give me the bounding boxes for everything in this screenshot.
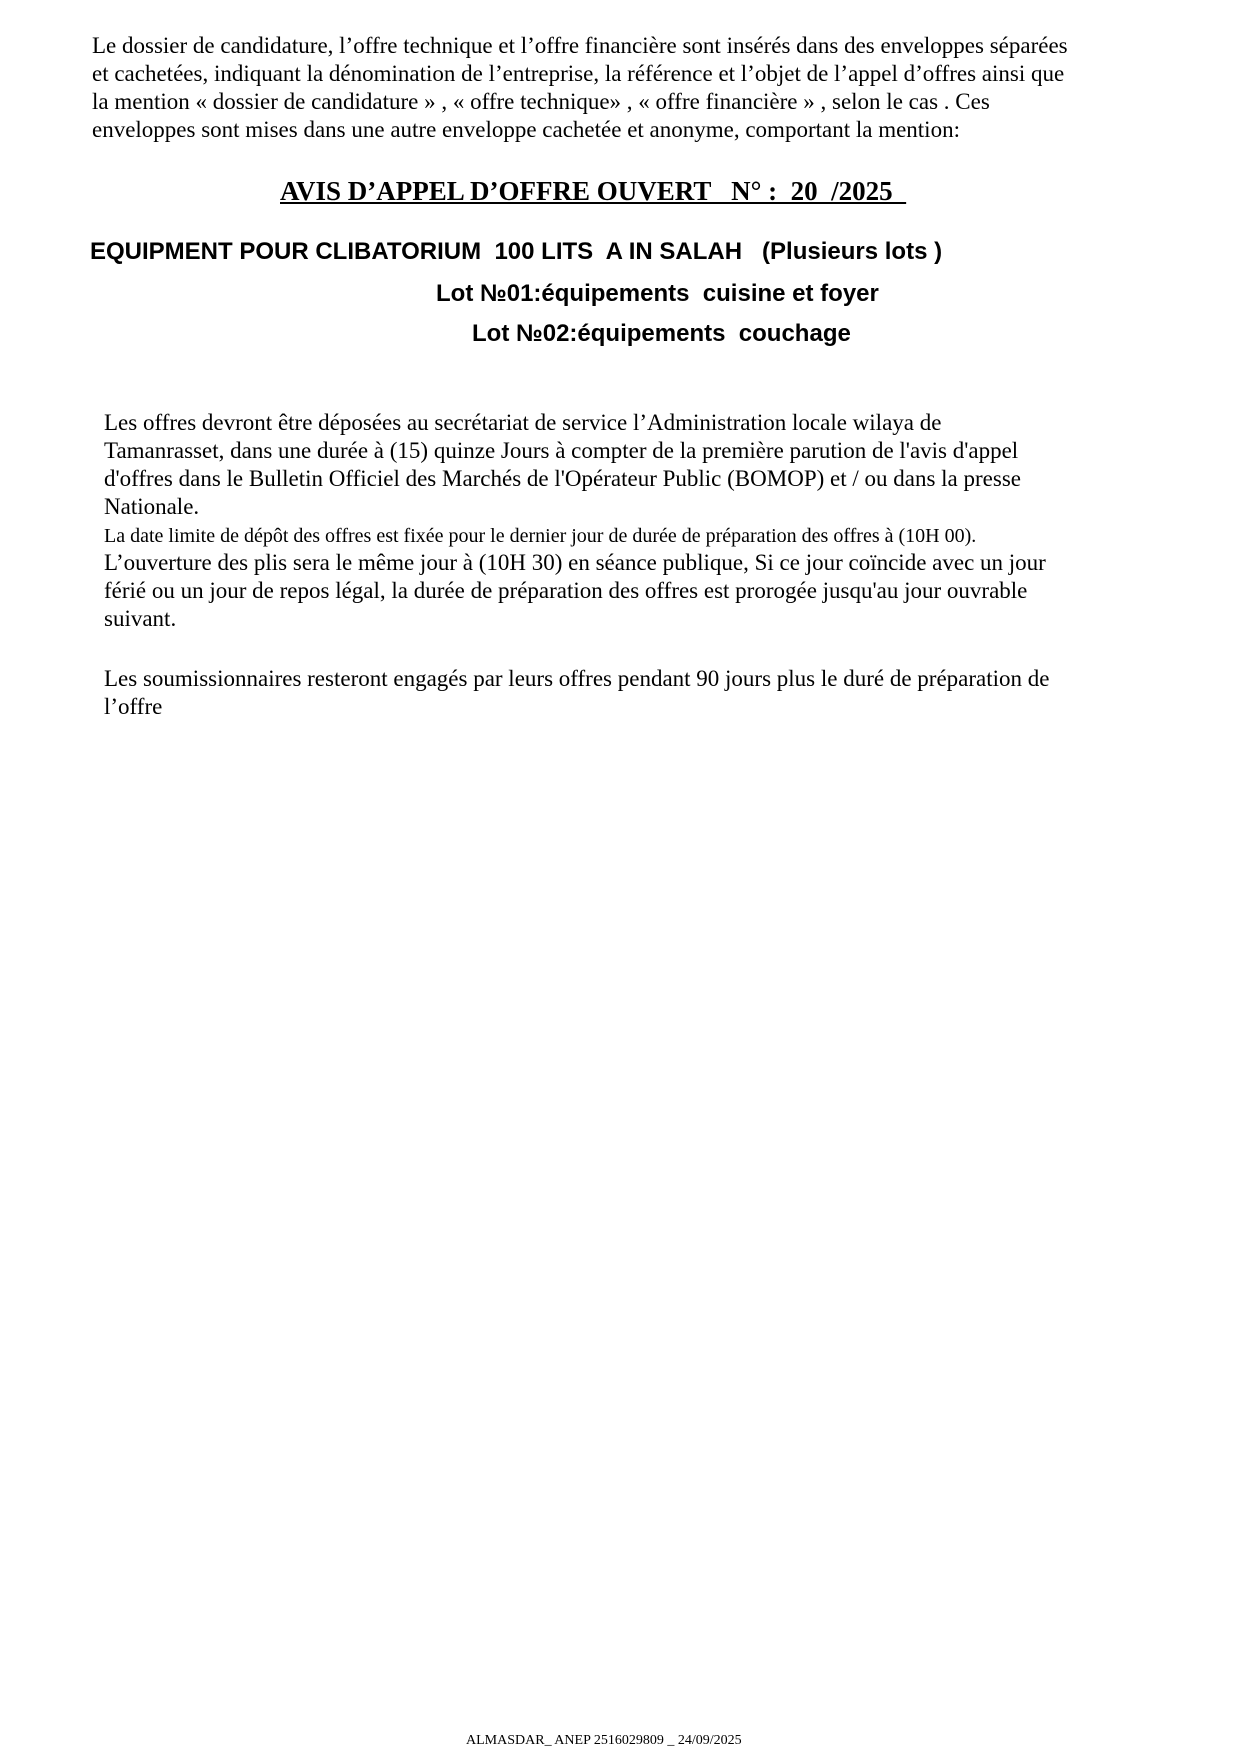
paragraph-line: Nationale. (104, 494, 200, 519)
deadline-paragraph (104, 522, 976, 550)
lot-2-heading: Lot №02:équipements couchage (472, 320, 851, 347)
validity-paragraph (104, 665, 1050, 721)
paragraph-line: suivant. (104, 606, 177, 631)
notice-title: AVIS D’APPEL D’OFFRE OUVERT N° : 20 /2025 (280, 176, 907, 206)
footer-reference: ALMASDAR_ ANEP 2516029809 _ 24/09/2025 (466, 1733, 742, 1748)
deposit-paragraph (104, 409, 1021, 521)
intro-line: la mention « dossier de candidature » , « offre technique» , « offre financière » , selon le cas . Ces (92, 89, 990, 114)
paragraph-line: Tamanrasset, dans une durée à (15) quinze Jours à compter de la première parution de l'avis d'appel (104, 438, 1019, 463)
paragraph-line: Les soumissionnaires resteront engagés par leurs offres pendant 90 jours plus le duré de préparation de (104, 666, 1050, 691)
paragraph-line: La date limite de dépôt des offres est fixée pour le dernier jour de durée de préparation des offres à (10H 00). (104, 525, 977, 547)
intro-paragraph (92, 32, 1068, 144)
intro-line: enveloppes sont mises dans une autre enveloppe cachetée et anonyme, comportant la mention: (92, 117, 960, 142)
notice-object: EQUIPMENT POUR CLIBATORIUM 100 LITS A IN SALAH (Plusieurs lots ) (90, 238, 943, 265)
paragraph-line: l’offre (104, 694, 163, 719)
paragraph-line: d'offres dans le Bulletin Officiel des Marchés de l'Opérateur Public (BOMOP) et / ou dans la presse (104, 466, 1021, 491)
paragraph-line: L’ouverture des plis sera le même jour à (10H 30) en séance publique, Si ce jour coïncide avec un jour (104, 550, 1046, 575)
paragraph-line: férié ou un jour de repos légal, la durée de préparation des offres est prorogée jusqu'au jour ouvrable (104, 578, 1028, 603)
intro-line: et cachetées, indiquant la dénomination de l’entreprise, la référence et l’objet de l’appel d’offres ainsi que (92, 61, 1065, 86)
opening-paragraph (104, 549, 1046, 633)
intro-line: Le dossier de candidature, l’offre technique et l’offre financière sont insérés dans des enveloppes séparées (92, 33, 1068, 58)
lot-1-heading: Lot №01:équipements cuisine et foyer (436, 280, 879, 307)
paragraph-line: Les offres devront être déposées au secrétariat de service l’Administration locale wilaya de (104, 410, 942, 435)
